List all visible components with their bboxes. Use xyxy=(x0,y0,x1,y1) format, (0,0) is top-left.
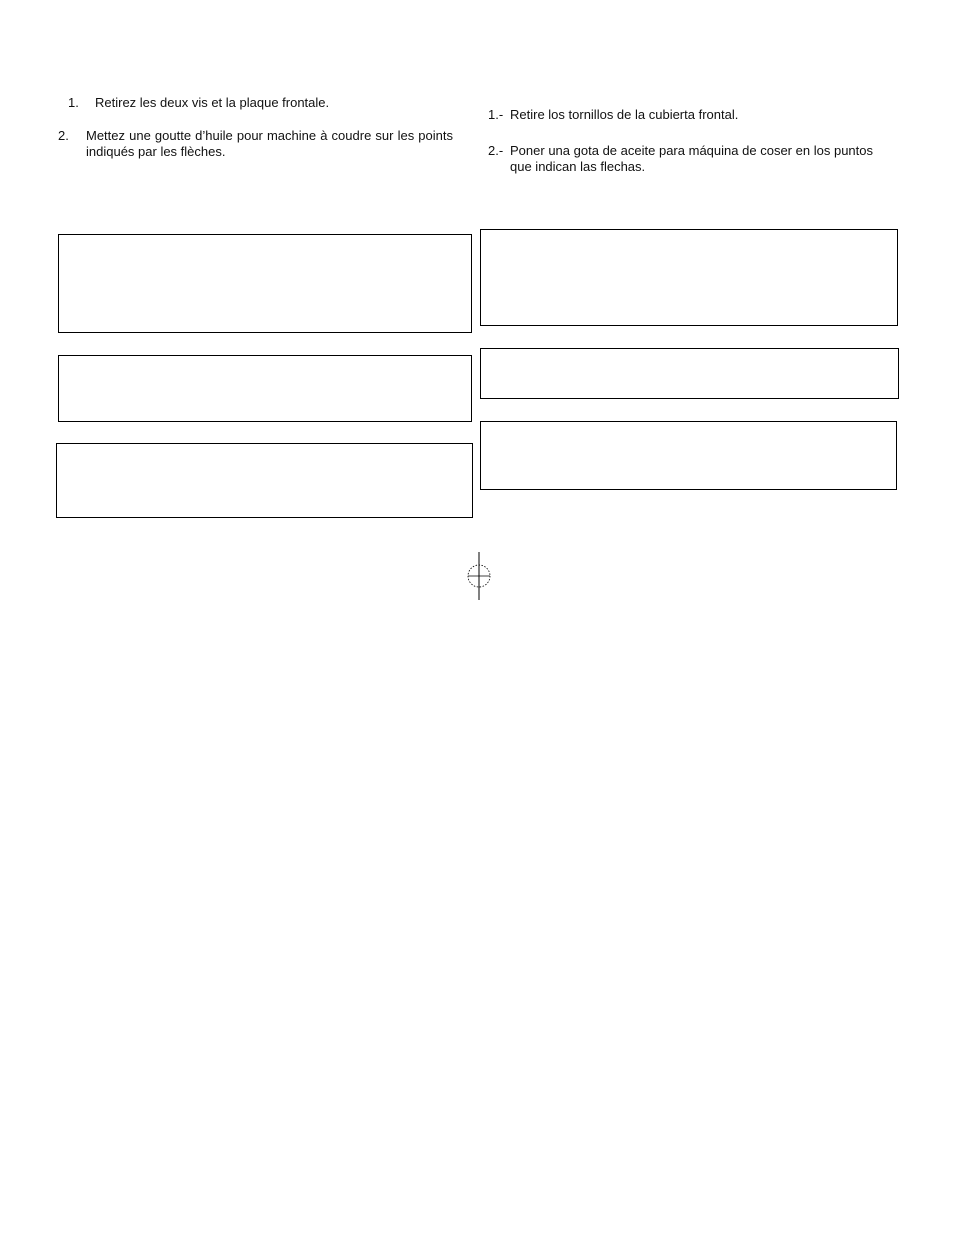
es-box-1 xyxy=(480,229,898,326)
es-step-2-number: 2.- xyxy=(488,143,504,158)
fr-step-2-number: 2. xyxy=(58,128,69,143)
fr-box-3 xyxy=(56,443,473,518)
fr-step-2-text: Mettez une goutte d’huile pour machine à coudre sur les points indiqués par les flèches. xyxy=(86,128,453,159)
es-step-1 xyxy=(488,107,873,123)
es-box-2 xyxy=(480,348,899,399)
es-step-2 xyxy=(488,143,873,175)
es-step-1-text: Retire los tornillos de la cubierta frontal. xyxy=(510,107,739,122)
fr-step-1 xyxy=(68,95,448,111)
fr-step-2 xyxy=(58,128,453,160)
fr-step-1-text: Retirez les deux vis et la plaque frontale. xyxy=(95,95,330,110)
es-step-2-text: Poner una gota de aceite para máquina de coser en los puntos que indican las flechas. xyxy=(510,143,873,174)
es-step-1-number: 1.- xyxy=(488,107,504,122)
fr-box-2 xyxy=(58,355,472,422)
fr-box-1 xyxy=(58,234,472,333)
registration-mark-icon xyxy=(466,552,492,600)
es-box-3 xyxy=(480,421,897,490)
fr-step-1-number: 1. xyxy=(68,95,79,110)
